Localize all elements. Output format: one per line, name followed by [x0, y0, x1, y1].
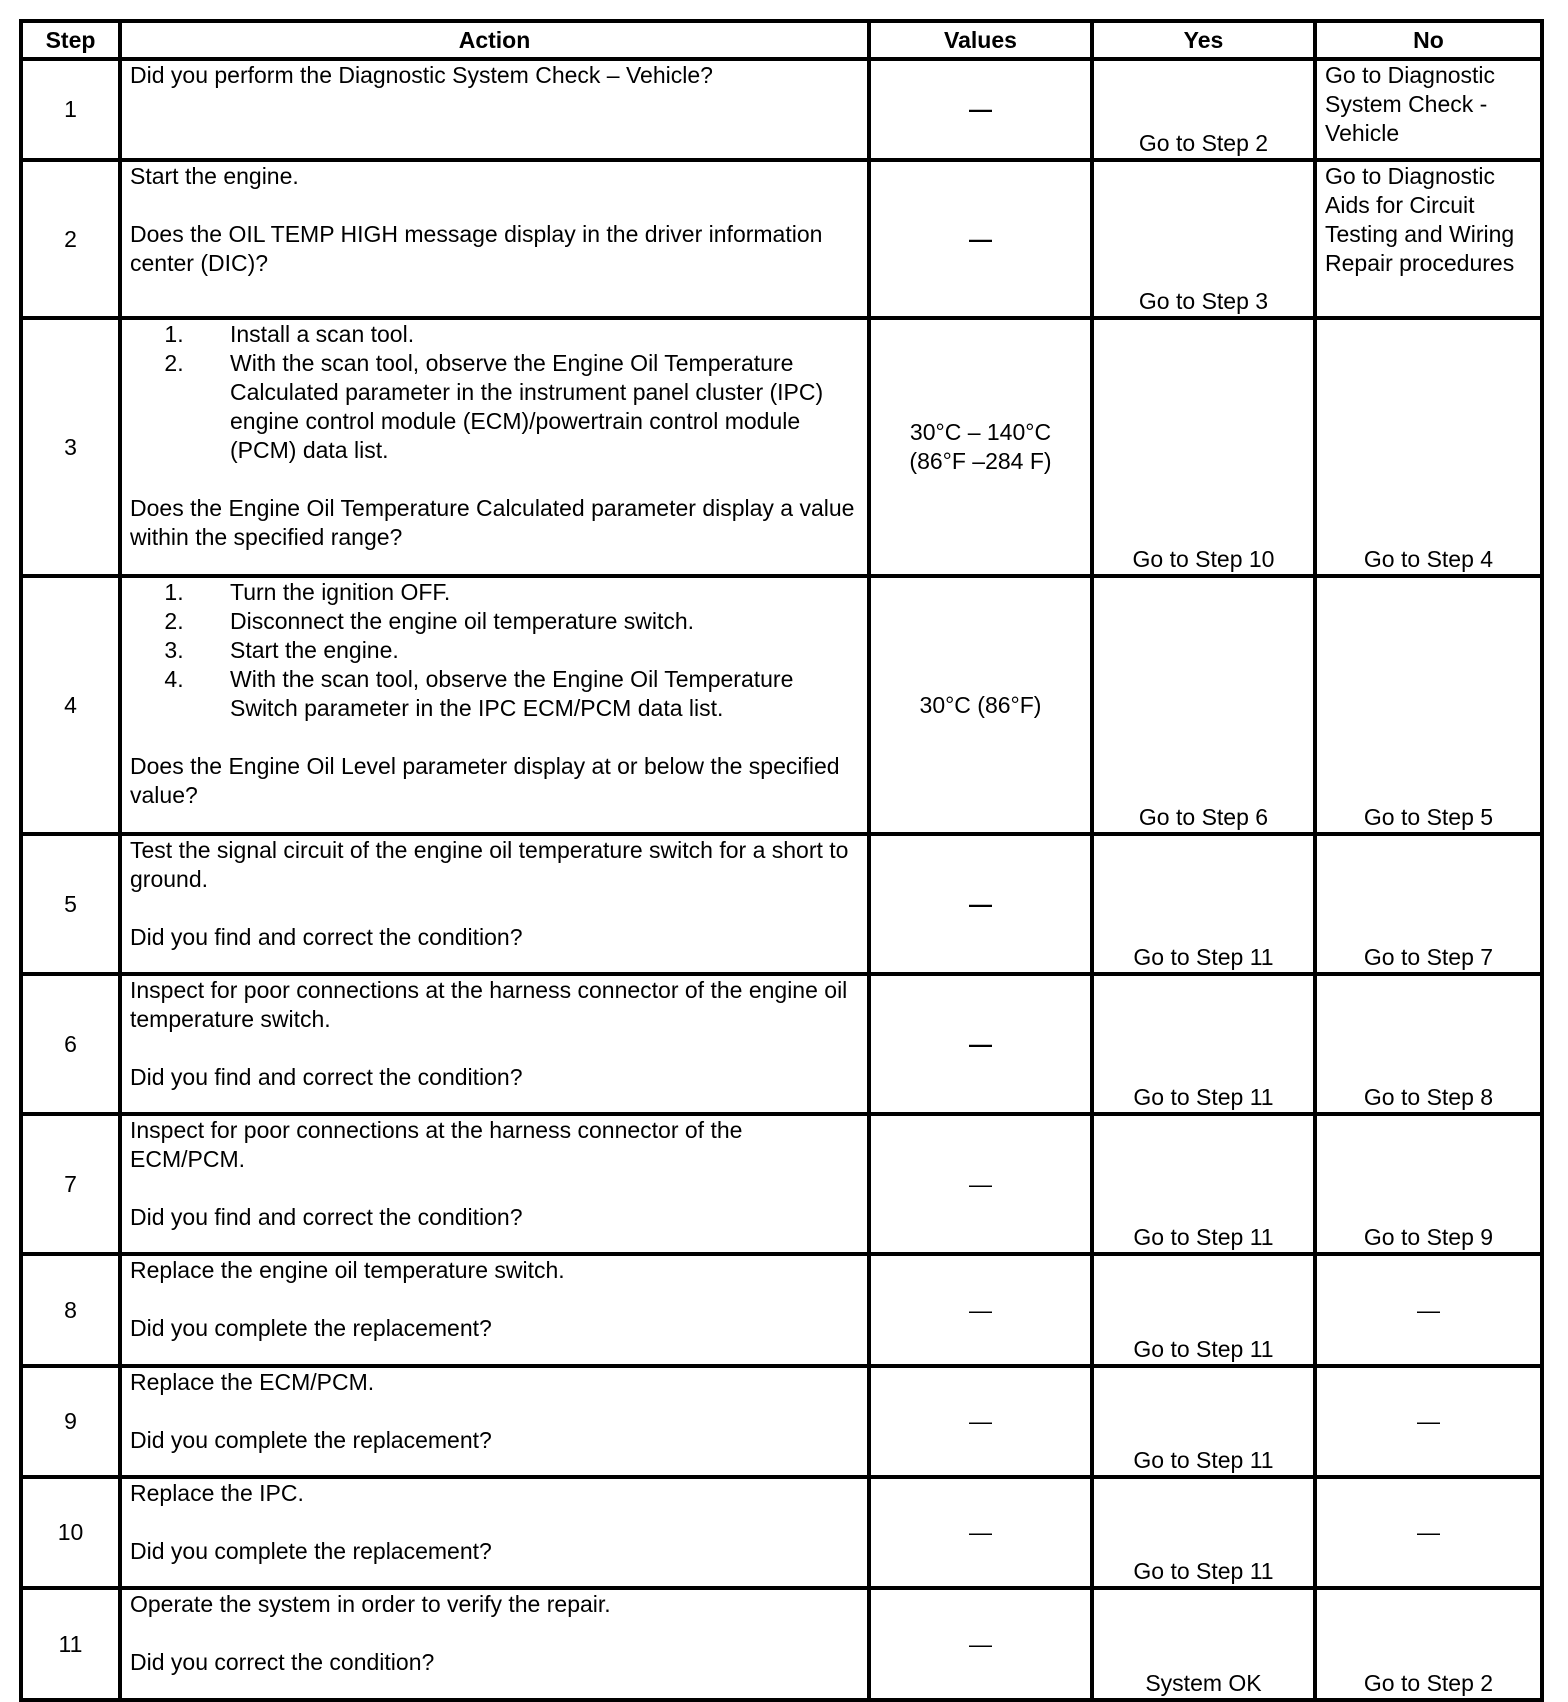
table-row: [21, 576, 1542, 834]
step-number: 11: [21, 1588, 120, 1700]
yes-cell: Go to Step 11: [1092, 1114, 1315, 1254]
action-cell: [120, 576, 869, 834]
no-cell: —: [1315, 1366, 1542, 1477]
header-yes: Yes: [1092, 21, 1315, 59]
value-cell: —: [869, 1588, 1092, 1700]
header-row: [21, 21, 1542, 59]
list-item: 1. Turn the ignition OFF.: [190, 578, 859, 607]
step-number: 4: [21, 576, 120, 834]
table-row: [21, 1366, 1542, 1477]
step-number: 7: [21, 1114, 120, 1254]
diagnostic-table: [19, 19, 1544, 1702]
step-number: 8: [21, 1254, 120, 1366]
value-range-fahrenheit: (86°F –284 F): [909, 448, 1052, 474]
action-text: Did you perform the Diagnostic System Check – Vehicle?: [130, 62, 713, 88]
action-cell: [120, 318, 869, 576]
list-item: 2. Disconnect the engine oil temperature switch.: [190, 607, 859, 636]
value-cell: —: [869, 1254, 1092, 1366]
action-question: Does the OIL TEMP HIGH message display in the driver information center (DIC)?: [130, 221, 823, 276]
action-cell: [120, 834, 869, 974]
no-cell: Go to Step 7: [1315, 834, 1542, 974]
no-cell: Go to Step 9: [1315, 1114, 1542, 1254]
step-number: 2: [21, 160, 120, 318]
yes-cell: Go to Step 11: [1092, 1366, 1315, 1477]
header-no: No: [1315, 21, 1542, 59]
table-row: [21, 1588, 1542, 1700]
no-cell: —: [1315, 1254, 1542, 1366]
list-item: 3. Start the engine.: [190, 636, 859, 665]
yes-cell: Go to Step 11: [1092, 1254, 1315, 1366]
action-intro: Start the engine.: [130, 163, 299, 189]
no-cell: Go to Step 4: [1315, 318, 1542, 576]
action-question: Did you find and correct the condition?: [130, 924, 523, 950]
no-cell: —: [1315, 1477, 1542, 1588]
header-values: Values: [869, 21, 1092, 59]
no-cell: Go to Step 2: [1315, 1588, 1542, 1700]
action-cell: [120, 1588, 869, 1700]
step-number: 5: [21, 834, 120, 974]
yes-cell: Go to Step 6: [1092, 576, 1315, 834]
no-cell: Go to Diagnostic Aids for Circuit Testing and Wiring Repair procedures: [1315, 160, 1542, 318]
step-number: 6: [21, 974, 120, 1114]
action-intro: Replace the IPC.: [130, 1480, 304, 1506]
no-cell: Go to Diagnostic System Check - Vehicle: [1315, 59, 1542, 160]
table-row: [21, 59, 1542, 160]
action-question: Does the Engine Oil Level parameter display at or below the specified value?: [130, 753, 840, 808]
table-row: [21, 1114, 1542, 1254]
action-cell: [120, 59, 869, 160]
value-cell: [869, 318, 1092, 576]
action-question: Did you correct the condition?: [130, 1649, 435, 1675]
yes-cell: Go to Step 11: [1092, 1477, 1315, 1588]
value-cell: —: [869, 1114, 1092, 1254]
action-cell: [120, 1366, 869, 1477]
action-intro: Replace the ECM/PCM.: [130, 1369, 375, 1395]
action-question: Did you find and correct the condition?: [130, 1064, 523, 1090]
action-cell: [120, 974, 869, 1114]
table-row: [21, 834, 1542, 974]
value-range-celsius: 30°C – 140°C: [909, 419, 1052, 445]
list-item: 2. With the scan tool, observe the Engine Oil Temperature Calculated parameter in the instrument panel cluster (IPC) engine control module (ECM)/powertrain control module (PCM) data list.: [190, 349, 859, 465]
yes-cell: System OK: [1092, 1588, 1315, 1700]
value-cell: —: [869, 974, 1092, 1114]
yes-cell: Go to Step 3: [1092, 160, 1315, 318]
table-row: [21, 318, 1542, 576]
action-intro: Replace the engine oil temperature switch.: [130, 1257, 565, 1283]
yes-cell: Go to Step 11: [1092, 974, 1315, 1114]
yes-cell: Go to Step 2: [1092, 59, 1315, 160]
action-intro: Operate the system in order to verify the repair.: [130, 1591, 611, 1617]
action-question: Did you complete the replacement?: [130, 1315, 492, 1341]
no-cell: Go to Step 8: [1315, 974, 1542, 1114]
list-item: 4. With the scan tool, observe the Engine Oil Temperature Switch parameter in the IPC ECM/PCM data list.: [190, 665, 859, 723]
action-cell: [120, 1254, 869, 1366]
yes-cell: Go to Step 11: [1092, 834, 1315, 974]
action-cell: [120, 1477, 869, 1588]
step-number: 9: [21, 1366, 120, 1477]
action-intro: Test the signal circuit of the engine oil temperature switch for a short to ground.: [130, 837, 849, 892]
action-cell: [120, 1114, 869, 1254]
step-number: 10: [21, 1477, 120, 1588]
value-cell: 30°C (86°F): [869, 576, 1092, 834]
action-question: Did you complete the replacement?: [130, 1427, 492, 1453]
step-number: 1: [21, 59, 120, 160]
list-item: 1. Install a scan tool.: [190, 320, 859, 349]
value-cell: —: [869, 1477, 1092, 1588]
value-cell: —: [869, 160, 1092, 318]
yes-cell: Go to Step 10: [1092, 318, 1315, 576]
step-number: 3: [21, 318, 120, 576]
table-row: [21, 1477, 1542, 1588]
value-cell: —: [869, 1366, 1092, 1477]
table-row: [21, 160, 1542, 318]
action-question: Does the Engine Oil Temperature Calculated parameter display a value within the specified range?: [130, 495, 855, 550]
value-cell: —: [869, 834, 1092, 974]
no-cell: Go to Step 5: [1315, 576, 1542, 834]
action-intro: Inspect for poor connections at the harness connector of the engine oil temperature switch.: [130, 977, 848, 1032]
table-row: [21, 1254, 1542, 1366]
action-list: [130, 578, 859, 723]
action-question: Did you find and correct the condition?: [130, 1204, 523, 1230]
header-action: Action: [120, 21, 869, 59]
header-step: Step: [21, 21, 120, 59]
value-cell: —: [869, 59, 1092, 160]
action-cell: [120, 160, 869, 318]
action-intro: Inspect for poor connections at the harness connector of the ECM/PCM.: [130, 1117, 743, 1172]
action-list: [130, 320, 859, 465]
action-question: Did you complete the replacement?: [130, 1538, 492, 1564]
table-row: [21, 974, 1542, 1114]
